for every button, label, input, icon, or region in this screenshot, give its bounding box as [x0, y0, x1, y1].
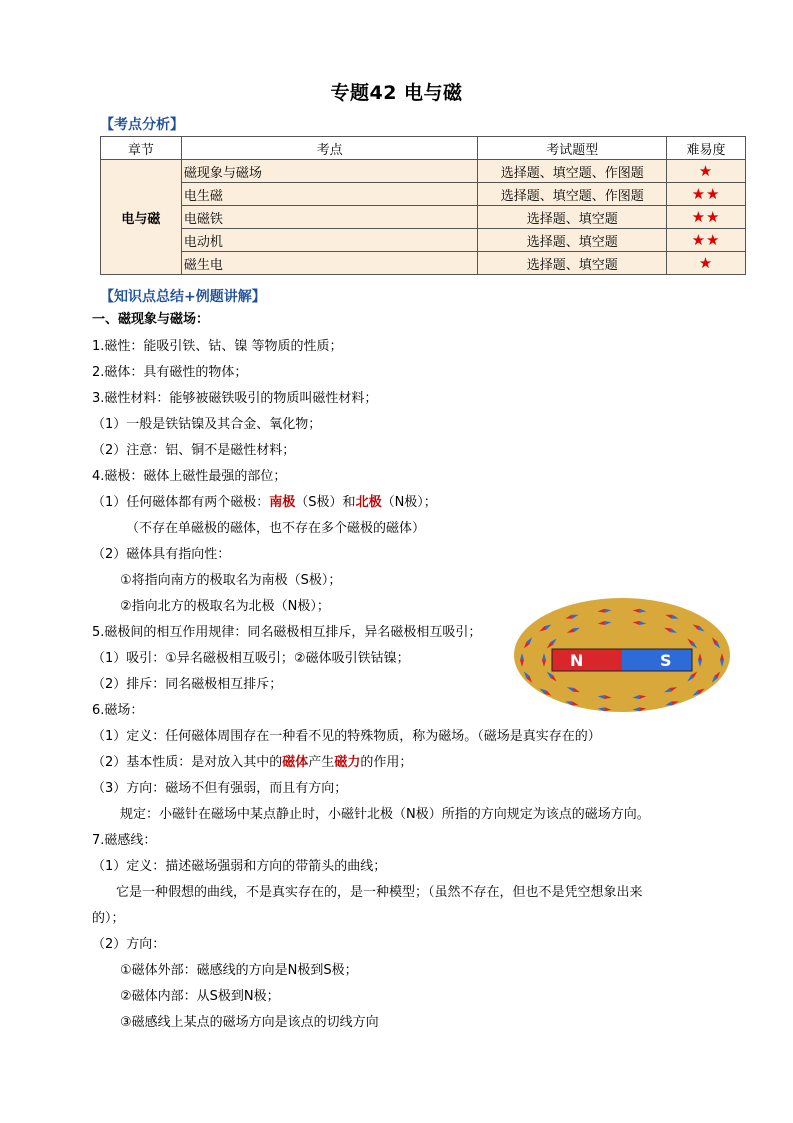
text-line: ②指向北方的极取名为北极（N极）；	[120, 599, 330, 614]
text-line: 1.磁性：能吸引铁、钴、镍 等物质的性质；	[92, 339, 343, 354]
table-header: 章节	[101, 137, 182, 160]
text-line: 5.磁极间的相互作用规律：同名磁极相互排斥，异名磁极相互吸引；	[92, 625, 482, 640]
text-line-property	[92, 754, 412, 772]
difficulty-stars: ★	[667, 160, 746, 183]
text-line: 6.磁场：	[92, 703, 144, 718]
text-line: （不存在单磁极的磁体，也不存在多个磁极的磁体）	[126, 521, 426, 536]
text-span: （1）任何磁体都有两个磁极：	[92, 495, 270, 510]
table-header: 难易度	[667, 137, 746, 160]
section-heading-knowledge: 【知识点总结+例题讲解】	[100, 289, 266, 305]
text-line: 规定：小磁针在磁场中某点静止时，小磁针北极（N极）所指的方向规定为该点的磁场方向。	[120, 807, 650, 822]
text-span: 的作用；	[360, 755, 413, 770]
text-line: 的）；	[92, 911, 125, 926]
text-line-poles	[92, 494, 437, 512]
text-line: 4.磁极：磁体上磁性最强的部位；	[92, 469, 287, 484]
exam-points-table	[100, 136, 746, 275]
point-cell: 电生磁	[181, 183, 477, 206]
highlight-magnet: 磁体	[282, 755, 309, 770]
question-type-cell: 选择题、填空题、作图题	[478, 183, 667, 206]
difficulty-stars: ★★	[667, 183, 746, 206]
difficulty-stars: ★	[667, 252, 746, 275]
text-line: （2）排斥：同名磁极相互排斥；	[92, 677, 283, 692]
question-type-cell: 选择题、填空题	[478, 252, 667, 275]
point-cell: 磁生电	[181, 252, 477, 275]
point-cell: 电动机	[181, 229, 477, 252]
text-line: （1）定义：任何磁体周围存在一种看不见的特殊物质，称为磁场。（磁场是真实存在的）	[92, 729, 601, 744]
table-row	[101, 229, 746, 252]
question-type-cell: 选择题、填空题	[478, 229, 667, 252]
question-type-cell: 选择题、填空题	[478, 206, 667, 229]
highlight-magnetic-force: 磁力	[334, 755, 361, 770]
text-line: ②磁体内部：从S极到N极；	[120, 989, 280, 1004]
table-row	[101, 183, 746, 206]
text-span: （N极）；	[381, 495, 437, 510]
text-span: （2）基本性质：是对放入其中的	[92, 755, 283, 770]
bar-magnet-figure	[512, 595, 732, 715]
text-line: （1）吸引：①异名磁极相互吸引；②磁体吸引铁钴镍；	[92, 651, 410, 666]
text-line: （2）方向：	[92, 937, 166, 952]
table-header: 考试题型	[478, 137, 667, 160]
table-header: 考点	[181, 137, 477, 160]
text-span: （S极）和	[295, 495, 356, 510]
text-line: ③磁感线上某点的磁场方向是该点的切线方向	[120, 1015, 379, 1030]
north-pole-block	[552, 649, 622, 671]
point-cell: 电磁铁	[181, 206, 477, 229]
table-row	[101, 206, 746, 229]
difficulty-stars: ★★	[667, 229, 746, 252]
chapter-cell: 电与磁	[101, 160, 182, 275]
heading-magnetism: 一、磁现象与磁场：	[92, 312, 210, 327]
text-line: （2）磁体具有指向性：	[92, 547, 231, 562]
text-line: （3）方向：磁场不但有强弱，而且有方向；	[92, 781, 348, 796]
text-line: （2）注意：铝、铜不是磁性材料；	[92, 443, 296, 458]
text-line: ①将指向南方的极取名为南极（S极）；	[120, 573, 342, 588]
text-line: 7.磁感线：	[92, 833, 157, 848]
point-cell: 磁现象与磁场	[181, 160, 477, 183]
text-span: 产生	[308, 755, 335, 770]
highlight-north-pole: 北极	[355, 495, 382, 510]
south-pole-block	[622, 649, 692, 671]
text-line: （1）一般是铁钴镍及其合金、氧化物；	[92, 417, 322, 432]
difficulty-stars: ★★	[667, 206, 746, 229]
section-heading-analysis: 【考点分析】	[100, 117, 184, 133]
highlight-south-pole: 南极	[269, 495, 296, 510]
south-pole-label: S	[660, 651, 672, 670]
text-line: 3.磁性材料：能够被磁铁吸引的物质叫磁性材料；	[92, 391, 378, 406]
text-line: 它是一种假想的曲线，不是真实存在的，是一种模型；（虽然不存在，但也不是凭空想象出来	[116, 885, 643, 900]
table-header-row	[101, 137, 746, 160]
table-row	[101, 160, 746, 183]
north-pole-label: N	[570, 651, 584, 670]
text-line: ①磁体外部：磁感线的方向是N极到S极；	[120, 963, 358, 978]
question-type-cell: 选择题、填空题、作图题	[478, 160, 667, 183]
table-row	[101, 252, 746, 275]
text-line: 2.磁体：具有磁性的物体；	[92, 365, 248, 380]
text-line: （1）定义：描述磁场强弱和方向的带箭头的曲线；	[92, 859, 387, 874]
page-title: 专题42 电与磁	[330, 82, 463, 104]
